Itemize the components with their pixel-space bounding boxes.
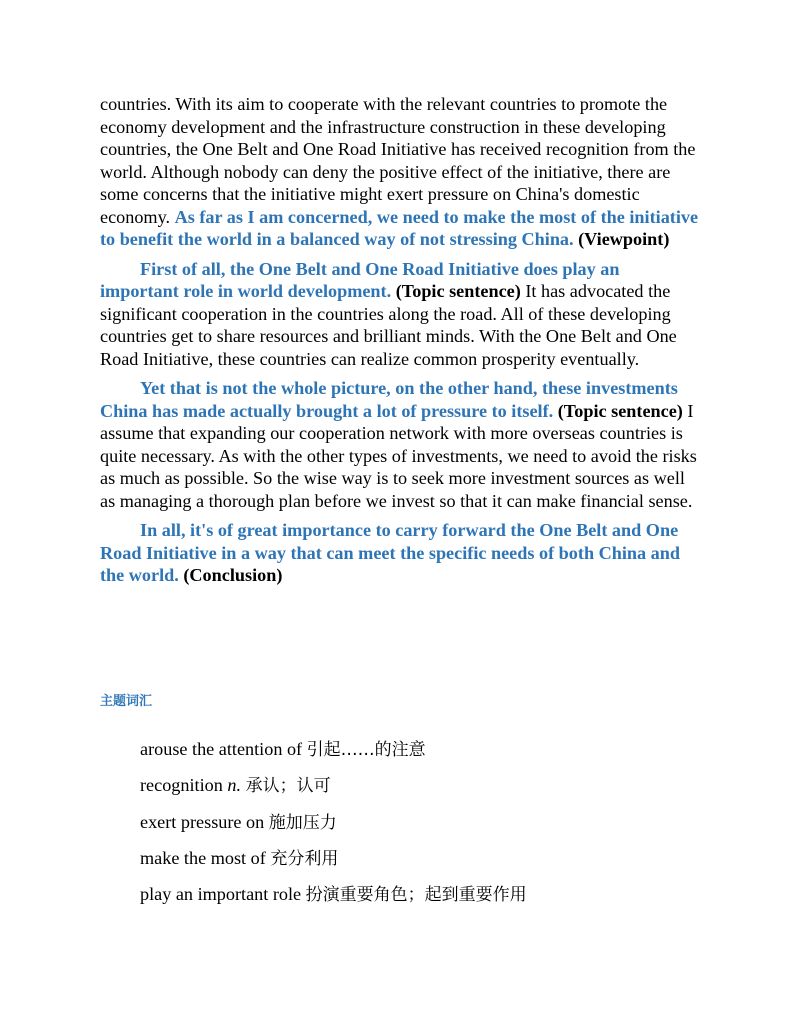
vocab-meaning: 承认；认可 — [245, 776, 331, 797]
conclusion-sentence: In all, it's of great importance to carry forward the One Belt and One Road Initiative in a way that can meet the specific needs of both China and the world. — [100, 520, 680, 585]
topic-sentence-1: First of all, the One Belt and One Road Initiative does play an important role in world development. — [100, 258, 620, 301]
vocab-item — [140, 774, 527, 810]
vocab-part-of-speech: n. — [227, 775, 242, 796]
paragraph-body-1 — [100, 258, 700, 371]
vocab-meaning: 充分利用 — [270, 848, 339, 869]
vocab-meaning: 引起……的注意 — [306, 740, 426, 760]
paragraph-body-2 — [100, 377, 700, 512]
intro-text: countries. With its aim to cooperate with the relevant countries to promote the economy development and the infrastructure construction in these developing countries, the One Belt and One Road Initiative has received recognition from the world. Although nobody can deny the positive effect of the initiative, there are some concerns that the initiative might exert pressure on China's domestic economy. — [100, 94, 696, 227]
vocab-item — [140, 738, 527, 774]
vocab-term: recognition — [140, 775, 223, 796]
vocab-term: play an important role — [140, 884, 302, 905]
vocab-list — [140, 738, 527, 919]
vocab-meaning: 施加压力 — [268, 812, 337, 833]
body-text-2: I assume that expanding our cooperation network with more overseas countries is quite necessary. As with the other types of investments, we need to avoid the risks as much as possible. So the wise way is to seek more investment sources as well as managing a thorough plan before we invest so that it can make financial sense. — [100, 400, 697, 511]
paragraph-conclusion — [100, 519, 700, 587]
vocab-term: exert pressure on — [140, 811, 265, 832]
vocab-section-heading: 主题词汇 — [100, 694, 153, 709]
essay-body — [100, 93, 700, 594]
vocab-term: make the most of — [140, 847, 266, 868]
conclusion-label: (Conclusion) — [183, 565, 283, 585]
viewpoint-label: (Viewpoint) — [578, 229, 670, 249]
body-text-1: It has advocated the significant cooperation in the countries along the road. All of these developing countries get to share resources and brilliant minds. With the One Belt and One Road Initiative, these countries can realize common prosperity eventually. — [100, 281, 677, 369]
vocab-item — [140, 883, 527, 919]
topic-sentence-label-1: (Topic sentence) — [395, 281, 521, 301]
vocab-meaning: 扮演重要角色；起到重要作用 — [305, 885, 527, 906]
topic-sentence-2: Yet that is not the whole picture, on the other hand, these investments China has made actually brought a lot of pressure to itself. — [100, 378, 678, 421]
topic-sentence-label-2: (Topic sentence) — [557, 400, 683, 421]
vocab-item — [140, 847, 527, 883]
viewpoint-sentence: As far as I am concerned, we need to make the most of the initiative to benefit the world in a balanced way of not stressing China. — [100, 206, 699, 249]
vocab-term: arouse the attention of — [140, 739, 303, 759]
vocab-item — [140, 811, 527, 847]
paragraph-intro — [100, 93, 700, 251]
